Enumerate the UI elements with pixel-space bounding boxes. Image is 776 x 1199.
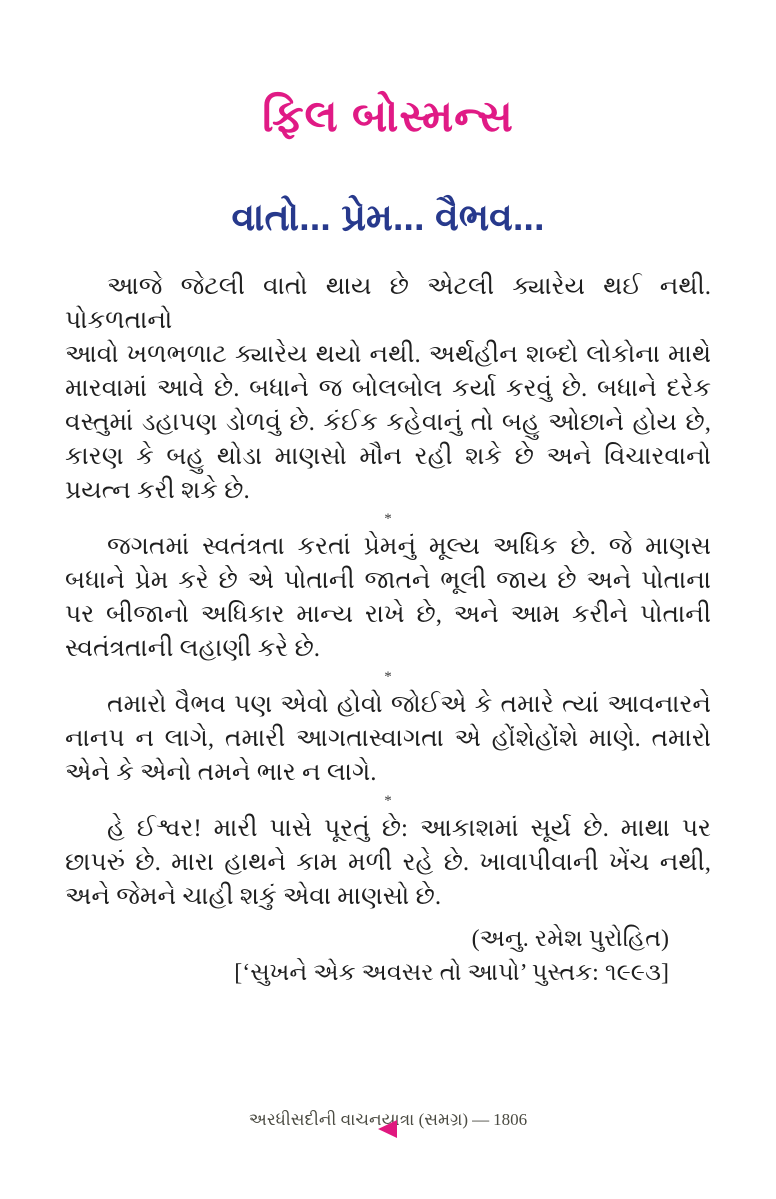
body-line: હે ઈશ્વર! મારી પાસે પૂરતું છે: આકાશમાં સૂર્ય છે. માથા પર [107,815,711,842]
body-line: પ્રયત્ન કરી શકે છે. [65,477,250,504]
body-line: જગતમાં સ્વતંત્રતા કરતાં પ્રેમનું મૂલ્ય અધિક છે. જે માણસ [107,533,711,560]
section-separator: * [384,669,392,685]
section-separator: * [384,511,392,527]
page-number: 1806 [493,1110,528,1129]
footer-dash: — [472,1110,490,1129]
section-separator: * [384,793,392,809]
body-line: આવો ખળભળાટ ક્યારેય થયો નથી. અર્થહીન શબ્દો લોકોના માથે [65,341,711,368]
body-line: નાનપ ન લાગે, તમારી આગતાસ્વાગતા એ હોંશેહોંશે માણે. તમારો [65,725,711,752]
article-body [65,270,711,914]
prev-page-arrow-icon[interactable] [378,1120,397,1138]
author-name: ફિલ બોસ્મન્સ [262,92,514,141]
body-line: વસ્તુમાં ડહાપણ ડોળવું છે. કંઈક કહેવાનું તો બહુ ઓછાને હોય છે, [65,409,711,436]
body-line: મારવામાં આવે છે. બધાને જ બોલબોલ કર્યા કરવું છે. બધાને દરેક [65,375,711,402]
body-line: કારણ કે બહુ થોડા માણસો મૌન રહી શકે છે અને વિચારવાનો [65,443,711,470]
article-title: વાતો... પ્રેમ... વૈભવ... [231,197,545,239]
body-line: સ્વતંત્રતાની લહાણી કરે છે. [65,635,321,662]
paragraph-1 [65,270,711,508]
document-page [65,0,711,1133]
translator-credit: (અનુ. રમેશ પુરોહિત) [471,926,669,952]
paragraph-2 [65,530,711,666]
body-line: છાપરું છે. મારા હાથને કામ મળી રહે છે. ખાવાપીવાની ખેંચ નથી, [65,849,711,876]
source-credit: [‘સુખને એક અવસર તો આપો’ પુસ્તક: ૧૯૯૩] [234,960,669,986]
body-line: તમારો વૈભવ પણ એવો હોવો જોઈએ કે તમારે ત્યાં આવનારને [107,691,711,718]
series-title: અરધીસદીની વાચનયાત્રા (સમગ્ર) [248,1110,469,1129]
body-line: એને કે એનો તમને ભાર ન લાગે. [65,759,377,786]
body-line: અને જેમને ચાહી શકું એવા માણસો છે. [65,883,442,910]
body-line: આજે જેટલી વાતો થાય છે એટલી ક્યારેય થઈ નથી. પોકળતાનો [65,273,711,334]
paragraph-4 [65,812,711,914]
paragraph-3 [65,688,711,790]
body-line: પર બીજાનો અધિકાર માન્ય રાખે છે, અને આમ કરીને પોતાની [65,601,711,628]
attribution-block [65,922,711,990]
body-line: બધાને પ્રેમ કરે છે એ પોતાની જાતને ભૂલી જાય છે અને પોતાના [65,567,711,594]
